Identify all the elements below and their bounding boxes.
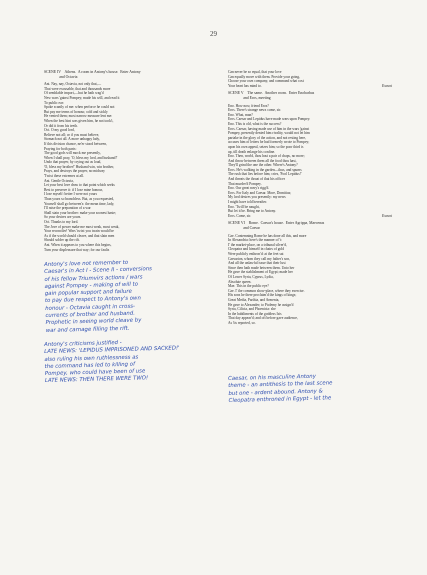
line-text: The good gods will mock me presently, [44, 151, 101, 156]
line-text: As if the world should cleave, and that slain men [44, 233, 115, 238]
line-text: And throw between them all the food thou hast, [228, 158, 297, 163]
handwritten-line: to pay due respect to Antony's own [44, 295, 141, 305]
handwritten-note-caesar-theme [228, 373, 333, 405]
line-text: Yourself shall go between's: the mean time, lady, [44, 201, 115, 206]
line-text: But let it be. Bring me to Antony. [228, 209, 276, 214]
line-text: Eno. Then, world, thou hast a pair of chaps, no more; [228, 154, 305, 159]
line-text: accuses him of letters he had formerly wrote to Pompey; [228, 140, 310, 145]
line-text: Praying for both parts: [44, 146, 77, 151]
line-text: Ant. Gentle Octavia, [44, 178, 74, 183]
handwritten-line: Caesar's in Act I - Scene II - conversions [44, 266, 153, 276]
page-number: 29 [210, 30, 217, 38]
line-text: And all the unlawful issue that their lust [228, 261, 286, 266]
line-text: Eros. There's strange news come, sir. [228, 108, 282, 113]
line-text: Eros. For Italy and Caesar. More, Domitius; [228, 190, 292, 195]
line-text: If this division chance, ne'er stood between, [44, 141, 107, 146]
line-text: The Jove of power make me most weak, most weak, [44, 224, 120, 229]
line-text: and Caesar [228, 226, 260, 230]
exeunt-direction: Exeunt [382, 213, 392, 218]
line-text: Believe not all; or if you must believe, [44, 132, 100, 137]
handwritten-line: LATE NEWS: 'LEPIDUS IMPRISONED AND SACKED!' [44, 345, 180, 356]
line-text: To public ear: [44, 100, 64, 105]
line-text: Spoke scantly of me: when perforce he could not [44, 105, 115, 110]
line-text: Pompey, presently denied him rivality, would not let him [228, 131, 310, 136]
line-text: Prays, and destroys the prayer, no midway [44, 169, 105, 174]
line-text: Absolute queen. [228, 279, 252, 284]
scene-heading [228, 226, 392, 231]
line-text: Eros. Caesar, having made use of him in the wars 'gainst [228, 126, 310, 131]
line-text: He vented them; most narrow measure lent me: [44, 114, 113, 119]
line-text: Eno. 'Twill be naught, [228, 204, 260, 209]
text-line [228, 84, 392, 89]
line-text: His sons he there proclaim'd the kings of kings; [228, 293, 297, 298]
line-text: Great Media, Parthia, and Armenia, [228, 297, 280, 302]
line-text: 'Twixt these extremes at all. [44, 174, 85, 179]
line-text: Of semblable import,—but he hath wag'd [44, 91, 104, 96]
line-text: Cae. Contemning Rome he has done all this, and more [228, 233, 307, 238]
line-text: Undo that prayer, by crying out as loud, [44, 160, 102, 165]
line-text: Were publicly enthron'd: at the feet sat [228, 251, 284, 256]
line-text: Best to preserve it: if I lose mine honour, [44, 187, 103, 192]
line-text: I'll raise the preparation of a war [44, 206, 91, 211]
line-text: Let your best love draw to that point which seeks [44, 183, 115, 188]
line-text: Oct. O my good lord, [44, 128, 75, 133]
line-text: Can equally move with them. Provide your going, [228, 74, 300, 79]
line-text: Since then hath made between them. Unto her [228, 265, 295, 270]
line-text: He gave the stablishment of Egypt; made her [228, 270, 293, 275]
line-text: SCENE VI Rome. Caesar's house. Enter Agrippa, Maecenas [228, 221, 325, 226]
line-text: He gave to Alexander; to Ptolemy he assign'd [228, 302, 294, 307]
handwritten-line: Antony's love not remember to [44, 259, 129, 268]
handwritten-line: honour - Octavia caught in cross- [45, 303, 136, 312]
line-text: and Eros, meeting [228, 95, 271, 100]
handwritten-line: against Pompey - making of will to [44, 281, 139, 290]
line-text: Your reconciler! Wars 'twixt you twain would be [44, 229, 114, 234]
line-text: Or did it from his teeth. [44, 123, 78, 128]
line-text: But pay me terms of honour, cold and sickly [44, 109, 108, 114]
line-text: Turn your displeasure that way; for our faults [44, 247, 110, 252]
line-text: Eros. He's walking in the garden—thus, and spurns [228, 167, 302, 172]
text-line [44, 248, 214, 253]
line-text: Eros. Caesar and Lepidus have made wars upon Pompey. [228, 117, 311, 122]
line-text: upon his own appeal, seizes him; so the poor third is [228, 144, 304, 149]
line-text: Caesarion, whom they call my father's son, [228, 256, 290, 261]
line-text: Eno. Our great navy's rigg'd. [228, 186, 270, 191]
handwritten-line: Cleopatra enthroned in Egypt - let the [228, 395, 332, 404]
line-text: When I shall pray, 'O, bless my lord, and husband!' [44, 155, 118, 160]
line-text: In Alexandria: here's the manner of 't: [228, 238, 283, 243]
line-text: So your desires are yours. [44, 215, 82, 220]
line-text: My lord desires you presently: my news [228, 195, 286, 200]
line-text: Cleopatra and himself in chairs of gold [228, 247, 285, 252]
handwritten-line: Antony's criticisms justified - [44, 339, 122, 348]
handwritten-line: Prophetic in seeing world cleave by [45, 317, 142, 327]
handwritten-line: Caesar, on his masculine Antony [228, 373, 316, 382]
scene-heading [228, 96, 392, 101]
line-text: Shall stain your brother: make your soonest haste; [44, 210, 116, 215]
line-text: SCENE IV Athens. A room in Antony's house. Enter Antony [44, 70, 141, 74]
line-text: partake in the glory of the action, and not resting here, [228, 135, 307, 140]
line-text: That were excusable, that and thousands more [44, 86, 111, 91]
handwritten-line: war and carnage filling the rift. [45, 325, 130, 334]
line-text: I might have told hereafter. [228, 200, 268, 205]
right-text-column [228, 70, 392, 325]
line-text: Syria, Cilicia, and Phoenicia: she [228, 307, 276, 312]
left-text-column [44, 70, 214, 252]
line-text: Than yours so branchless. But, as you requested, [44, 197, 115, 202]
handwritten-note-antony-caesar [44, 259, 154, 335]
text-line [228, 321, 392, 326]
line-text: Oct. Thanks to my lord. [44, 220, 79, 224]
handwritten-line: of his fellow Triumvirs actions / wars [44, 274, 143, 283]
line-text: Should solder up the rift. [44, 238, 80, 243]
line-text: They'll grind the one the other. Where's Antony? [228, 163, 298, 168]
handwritten-line: currents of brother and husband. [45, 310, 136, 320]
line-text: Of Lower Syria, Cyprus, Lydia, [228, 274, 274, 279]
handwritten-line: also ruling his own ruthlessness as [44, 354, 139, 363]
line-text: Your heart has mind to. [228, 83, 262, 88]
line-text: Eros. Come, sir. [228, 213, 252, 218]
line-text: Cae. I' the common show-place, where they exercise. [228, 288, 305, 293]
scene-heading [44, 75, 214, 80]
handwritten-line: theme - an antithesis to the last scene [228, 380, 333, 390]
handwritten-line: but one - ardent abound. Antony & [228, 388, 323, 397]
line-text: When the best hint was given him, he not took't, [44, 118, 114, 123]
line-text: Mae. This in the public eye? [228, 284, 269, 289]
text-line [228, 214, 392, 219]
line-text: Can never be so equal, that your love [228, 70, 282, 74]
handwritten-line: gain popular support and failure [44, 288, 132, 298]
line-text: In the habiliments of the goddess Isis [228, 311, 282, 316]
handwritten-line: Pompey, who could have been of use [44, 368, 146, 378]
handwritten-line: the command has led to killing of [44, 361, 136, 370]
line-text: That day appear'd; and oft before gave audience, [228, 316, 298, 321]
line-text: I lose myself: better I were not yours [44, 192, 97, 197]
line-text: Ant. Nay, nay, Octavia, not only that,— [44, 82, 102, 87]
handwritten-note-criticisms [44, 338, 180, 385]
line-text: The rush that lies before him; cries, 'Fool Lepidus!' [228, 172, 302, 177]
line-text: I' the market-place, on a tribunal silver'd, [228, 242, 287, 247]
line-text: and Octavia [44, 74, 78, 79]
line-text: Ant. When it appears to you where this begins, [44, 242, 112, 247]
line-text: SCENE V The same. Another room. Enter Enobarbus [228, 91, 315, 96]
handwritten-line: LATE NEWS: THEN THERE WERE TWO! [44, 375, 149, 385]
line-text: up, till death enlarge his confine. [228, 149, 276, 154]
line-text: New wars 'gainst Pompey; made his will, and read it [44, 95, 120, 100]
line-text: 'O, bless my brother!' Husband win, win brother, [44, 164, 115, 169]
line-text: Eno. What, man? [228, 112, 253, 117]
line-text: Eno. How now, friend Eros? [228, 103, 269, 108]
line-text: As 'tis reported, so. [228, 320, 256, 325]
line-text: Choose your own company, and command what cost [228, 79, 304, 84]
line-text: Eno. This is old, what is the success? [228, 121, 282, 126]
line-text: That murder'd Pompey. [228, 181, 262, 186]
exeunt-direction: Exeunt [382, 83, 392, 88]
line-text: And threats the throat of that his officer [228, 177, 285, 182]
line-text: Stomach not all. A more unhappy lady, [44, 137, 100, 142]
